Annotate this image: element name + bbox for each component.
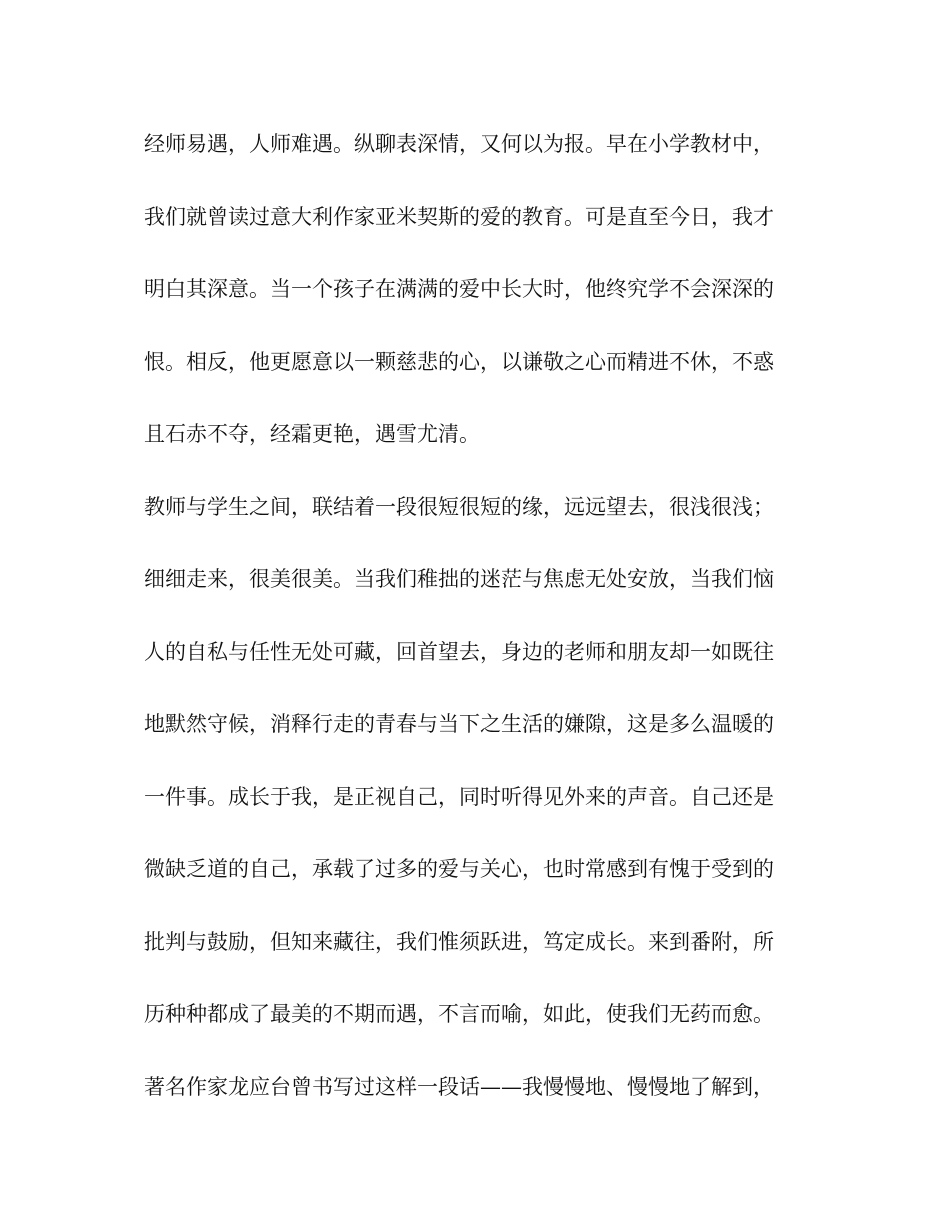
text-line-4: 恨。相反，他更愿意以一颗慈悲的心，以谦敬之心而精进不休，不惑 [144, 349, 774, 374]
text-line-14: 著名作家龙应台曾书写过这样一段话——我慢慢地、慢慢地了解到， [144, 1074, 774, 1099]
text-line-10: 一件事。成长于我，是正视自己，同时听得见外来的声音。自己还是 [144, 784, 774, 809]
text-line-1: 经师易遇，人师难遇。纵聊表深情，又何以为报。早在小学教材中， [144, 132, 774, 156]
text-line-13: 历种种都成了最美的不期而遇，不言而喻，如此，使我们无药而愈。 [144, 1002, 774, 1026]
text-line-7: 细细走来，很美很美。当我们稚拙的迷茫与焦虑无处安放，当我们恼 [144, 567, 774, 591]
text-line-5: 且石赤不夺，经霜更艳，遇雪尤清。 [144, 422, 480, 446]
text-line-2: 我们就曾读过意大利作家亚米契斯的爱的教育。可是直至今日，我才 [144, 204, 774, 229]
text-line-9: 地默然守候，消释行走的青春与当下之生活的嫌隙，这是多么温暖的 [144, 712, 774, 736]
text-line-3: 明白其深意。当一个孩子在满满的爱中长大时，他终究学不会深深的 [144, 277, 774, 301]
body-text [144, 120, 804, 1135]
text-line-6: 教师与学生之间，联结着一段很短很短的缘，远远望去，很浅很浅； [144, 494, 774, 519]
text-line-11: 微缺乏道的自己，承载了过多的爱与关心，也时常感到有愧于受到的 [144, 857, 774, 881]
text-line-8: 人的自私与任性无处可藏，回首望去，身边的老师和朋友却一如既往 [144, 639, 774, 664]
text-line-12: 批判与鼓励，但知来藏往，我们惟须跃进，笃定成长。来到番附，所 [144, 929, 774, 954]
